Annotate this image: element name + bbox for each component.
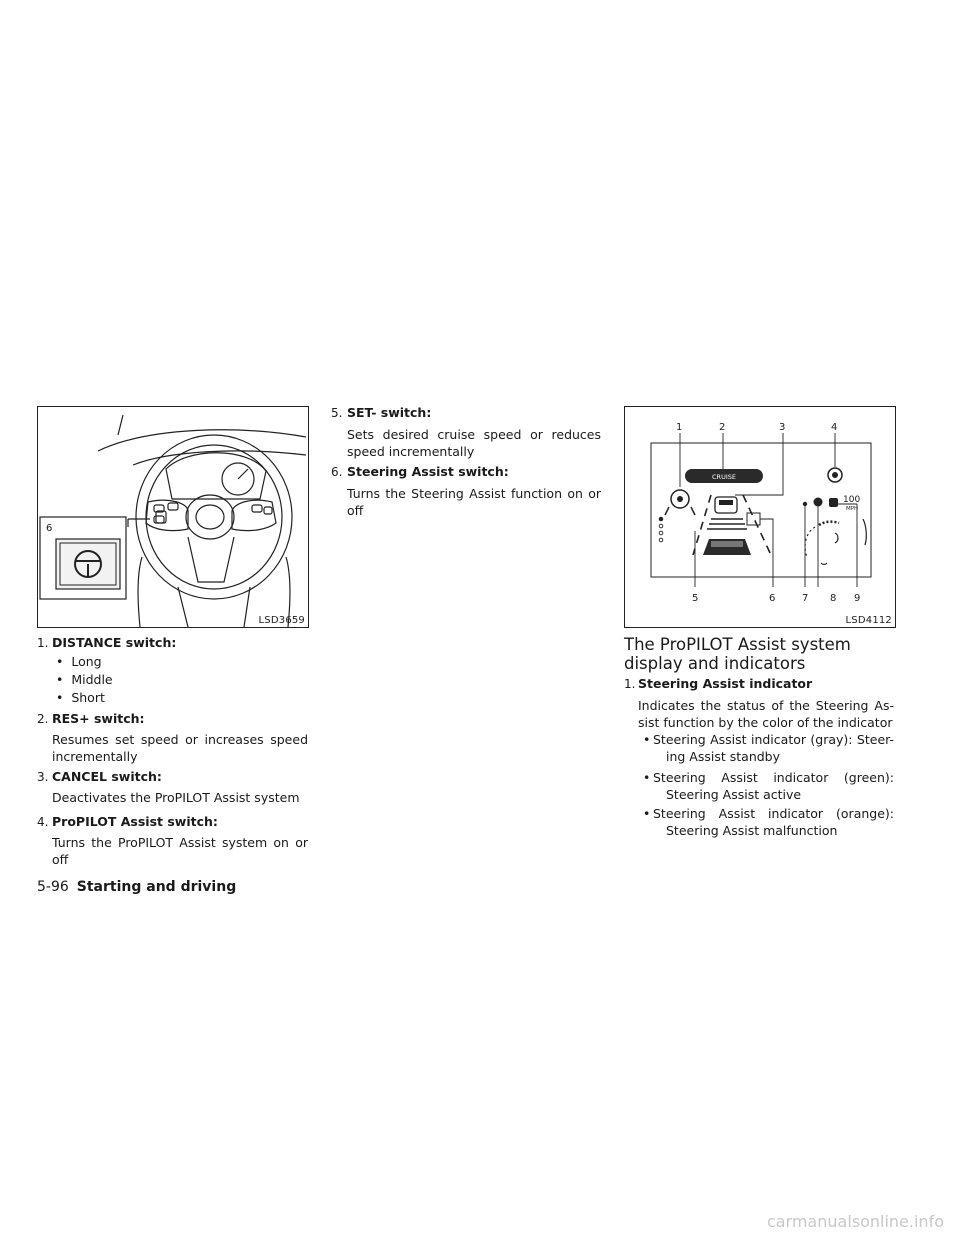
callout-number: 3 [779,422,786,433]
own-car-icon [703,539,751,555]
bullet-line: Steering Assist indicator (green): [653,770,894,785]
figure-code: LSD3659 [258,615,305,626]
bullet-item: • Middle [56,672,113,687]
steering-assist-icon [665,490,695,515]
propilot-display-figure [624,406,896,628]
bullet-marker: • [643,770,651,785]
callout-number: 4 [831,422,838,433]
figure-callout: 6 [46,523,53,534]
item-body-line: Deactivates the ProPILOT Assist system [52,790,300,805]
callout-number: 2 [719,422,726,433]
lead-car-icon [715,497,737,513]
section-title: The ProPILOT Assist system [624,635,851,654]
page-number: 5-96 [37,879,69,895]
bullet-line: Steering Assist indicator (orange): [653,806,894,821]
callout-number: 5 [692,593,699,604]
item-body-line: Sets desired cruise speed or reduces [347,427,601,442]
callout-number: 1 [676,422,683,433]
item-body-line: Turns the ProPILOT Assist system on or [52,835,308,850]
callout-number: 9 [854,593,861,604]
status-icons [803,498,838,508]
item-body-line: off [347,503,364,518]
watermark: carmanualsonline.info [766,1212,944,1231]
item-body-line: off [52,852,69,867]
bullet-item: • Long [56,654,102,669]
bullet-line: Steering Assist malfunction [666,823,838,838]
item-body-line: Turns the Steering Assist function on or [347,486,601,501]
chapter-title: Starting and driving [76,879,237,895]
item-body-line: speed incrementally [347,444,475,459]
speed-unit: MPH [846,506,859,512]
item-heading: CANCEL switch: [52,769,162,784]
cruise-label: CRUISE [712,473,736,481]
item-body-line: incrementally [52,749,138,764]
item-number: 1. [624,677,636,691]
set-speed-icon [828,468,842,482]
steering-wheel-figure [37,406,309,628]
item-heading: Steering Assist switch: [347,464,509,479]
bullet-marker: • [643,806,651,821]
bullet-marker: • [643,732,651,747]
item-body-line: Resumes set speed or increases speed [52,732,308,747]
item-number: 4. [37,815,49,829]
steering-wheel-illustration [38,407,308,627]
page-footer [37,876,236,895]
bullet-item: • Short [56,690,105,705]
bullet-line: Steering Assist active [666,787,802,802]
bullet-line: ing Assist standby [666,749,781,764]
item-number: 1. [37,636,49,650]
item-number: 2. [37,712,49,726]
callout-number: 8 [830,593,837,604]
item-number: 6. [331,465,343,479]
item-heading: DISTANCE switch: [52,635,177,650]
item-body-line: sist function by the color of the indicator [638,715,893,730]
item-heading: RES+ switch: [52,711,145,726]
distance-dots-icon [659,517,663,542]
speed-value: 100 [843,495,861,505]
item-heading: Steering Assist indicator [638,676,813,691]
item-number: 5. [331,406,343,420]
bullet-line: Steering Assist indicator (gray): Steer- [653,732,894,747]
propilot-display-illustration [625,407,895,627]
item-heading: SET- switch: [347,405,432,420]
item-body-line: Indicates the status of the Steering As- [638,698,894,713]
section-title: display and indicators [624,654,806,673]
item-number: 3. [37,770,49,784]
callout-number: 6 [769,593,776,604]
item-heading: ProPILOT Assist switch: [52,814,218,829]
figure-code: LSD4112 [845,615,892,626]
callout-number: 7 [802,593,809,604]
